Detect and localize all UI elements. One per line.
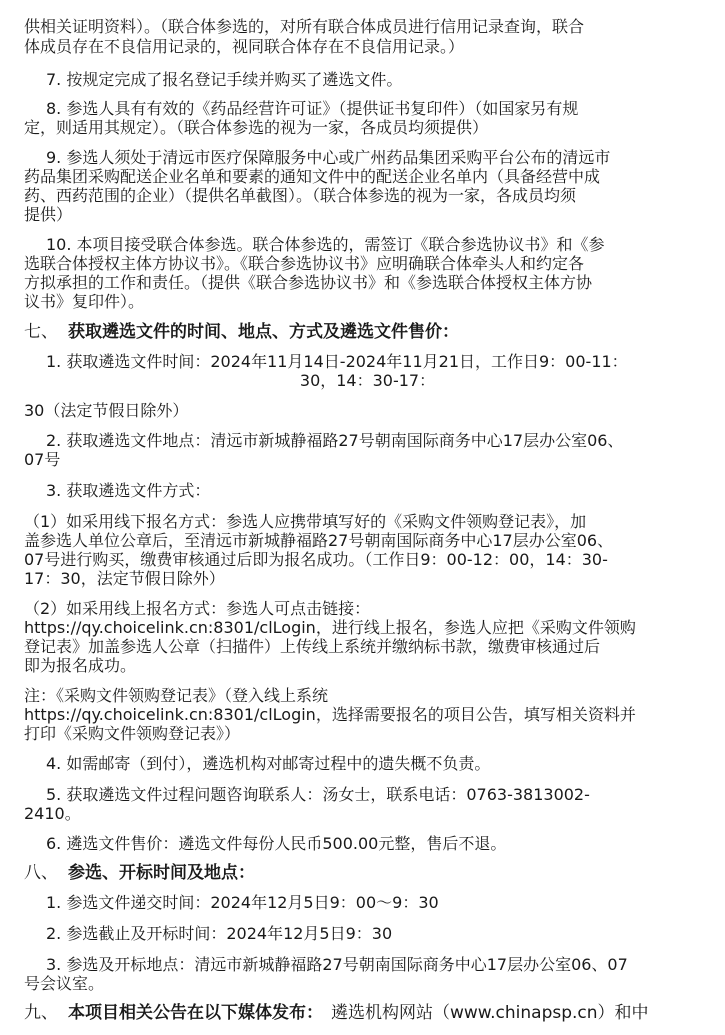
section-number: 九、	[24, 1003, 58, 1023]
text-line: https://qy.choicelink.cn:8301/clLogin，选择需要报名的项目公告，填写相关资料并	[24, 705, 636, 724]
text-line: 打印《采购文件领购登记表》）	[24, 724, 241, 743]
text-line: 体成员存在不良信用记录的，视同联合体存在不良信用记录。）	[24, 37, 465, 56]
section-title: 本项目相关公告在以下媒体发布：	[68, 1003, 323, 1023]
text-line: 选联合体授权主体方协议书》。《联合参选协议书》应明确联合体牵头人和约定各	[24, 254, 585, 273]
text-line: 4. 如需邮寄（到付），遴选机构对邮寄过程中的遗失概不负责。	[46, 754, 491, 773]
section-title: 参选、开标时间及地点：	[68, 863, 255, 883]
text-line: 1. 参选文件递交时间：2024年12月5日9：00～9：30	[46, 893, 439, 912]
text-line: 1. 获取遴选文件时间：2024年11月14日-2024年11月21日，工作日9：00-11：	[46, 352, 628, 371]
text-line: 9. 参选人须处于清远市医疗保障服务中心或广州药品集团采购平台公布的清远市	[46, 148, 611, 167]
text-line: 定，则适用其规定）。（联合体参选的视为一家，各成员均须提供）	[24, 118, 489, 137]
text-line: 注：《采购文件领购登记表》（登入线上系统	[24, 686, 329, 705]
text-line: 2410。	[24, 804, 81, 823]
text-line: https://qy.choicelink.cn:8301/clLogin，进行线上报名，参选人应把《采购文件领购	[24, 618, 636, 637]
text-line: 号会议室。	[24, 974, 105, 993]
text-line: （1）如采用线下报名方式：参选人应携带填写好的《采购文件领购登记表》，加	[24, 512, 587, 531]
section-8-heading	[24, 863, 711, 883]
section-text: 遴选机构网站（www.chinapsp.cn）和中	[331, 1003, 649, 1023]
text-line: 2. 获取遴选文件地点：清远市新城静福路27号朝南国际商务中心17层办公室06、	[46, 431, 624, 450]
text-line: 10. 本项目接受联合体参选。联合体参选的，需签订《联合参选协议书》和《参	[46, 235, 605, 254]
text-line: 即为报名成功。	[24, 656, 137, 675]
section-7-heading	[24, 322, 711, 342]
section-number: 八、	[24, 863, 58, 883]
section-9-heading	[24, 1003, 711, 1023]
text-line: 30（法定节假日除外）	[24, 401, 189, 420]
text-line: 药、西药范围的企业）（提供名单截图）。（联合体参选的视为一家，各成员均须	[24, 186, 577, 205]
section-number: 七、	[24, 322, 58, 342]
text-line: 8. 参选人具有有效的《药品经营许可证》（提供证书复印件）（如国家另有规	[46, 99, 579, 118]
text-line: 登记表》加盖参选人公章（扫描件）上传线上系统并缴纳标书款，缴费审核通过后	[24, 637, 601, 656]
text-line: 07号进行购买，缴费审核通过后即为报名成功。（工作日9：00-12：00，14：30-	[24, 550, 608, 569]
text-line: （2）如采用线上报名方式：参选人可点击链接：	[24, 599, 371, 618]
text-line: 药品集团采购配送企业名单和要素的通知文件中的配送企业名单内（具备经营中成	[24, 167, 601, 186]
text-line: 议书》复印件）。	[24, 292, 145, 311]
text-line: 供相关证明资料）。（联合体参选的，对所有联合体成员进行信用记录查询，联合	[24, 17, 585, 36]
text-line: 3. 获取遴选文件方式：	[46, 481, 211, 500]
text-line: 2. 参选截止及开标时间：2024年12月5日9：30	[46, 924, 393, 943]
text-line: 07号	[24, 450, 61, 469]
text-line: 6. 遴选文件售价：遴选文件每份人民币500.00元整，售后不退。	[46, 834, 507, 853]
text-line: 17：30，法定节假日除外）	[24, 569, 225, 588]
text-line: 5. 获取遴选文件过程问题咨询联系人：汤女士，联系电话：0763-3813002-	[46, 785, 590, 804]
section-title: 获取遴选文件的时间、地点、方式及遴选文件售价：	[68, 322, 459, 342]
text-line: 7. 按规定完成了报名登记手续并购买了遴选文件。	[46, 70, 403, 89]
text-line: 提供）	[24, 205, 73, 224]
text-line: 30，14：30-17：	[299, 371, 436, 390]
text-line: 方拟承担的工作和责任。（提供《联合参选协议书》和《参选联合体授权主体方协	[24, 273, 593, 292]
text-line: 3. 参选及开标地点：清远市新城静福路27号朝南国际商务中心17层办公室06、07	[46, 955, 628, 974]
text-line: 盖参选人单位公章后，至清远市新城静福路27号朝南国际商务中心17层办公室06、	[24, 531, 614, 550]
